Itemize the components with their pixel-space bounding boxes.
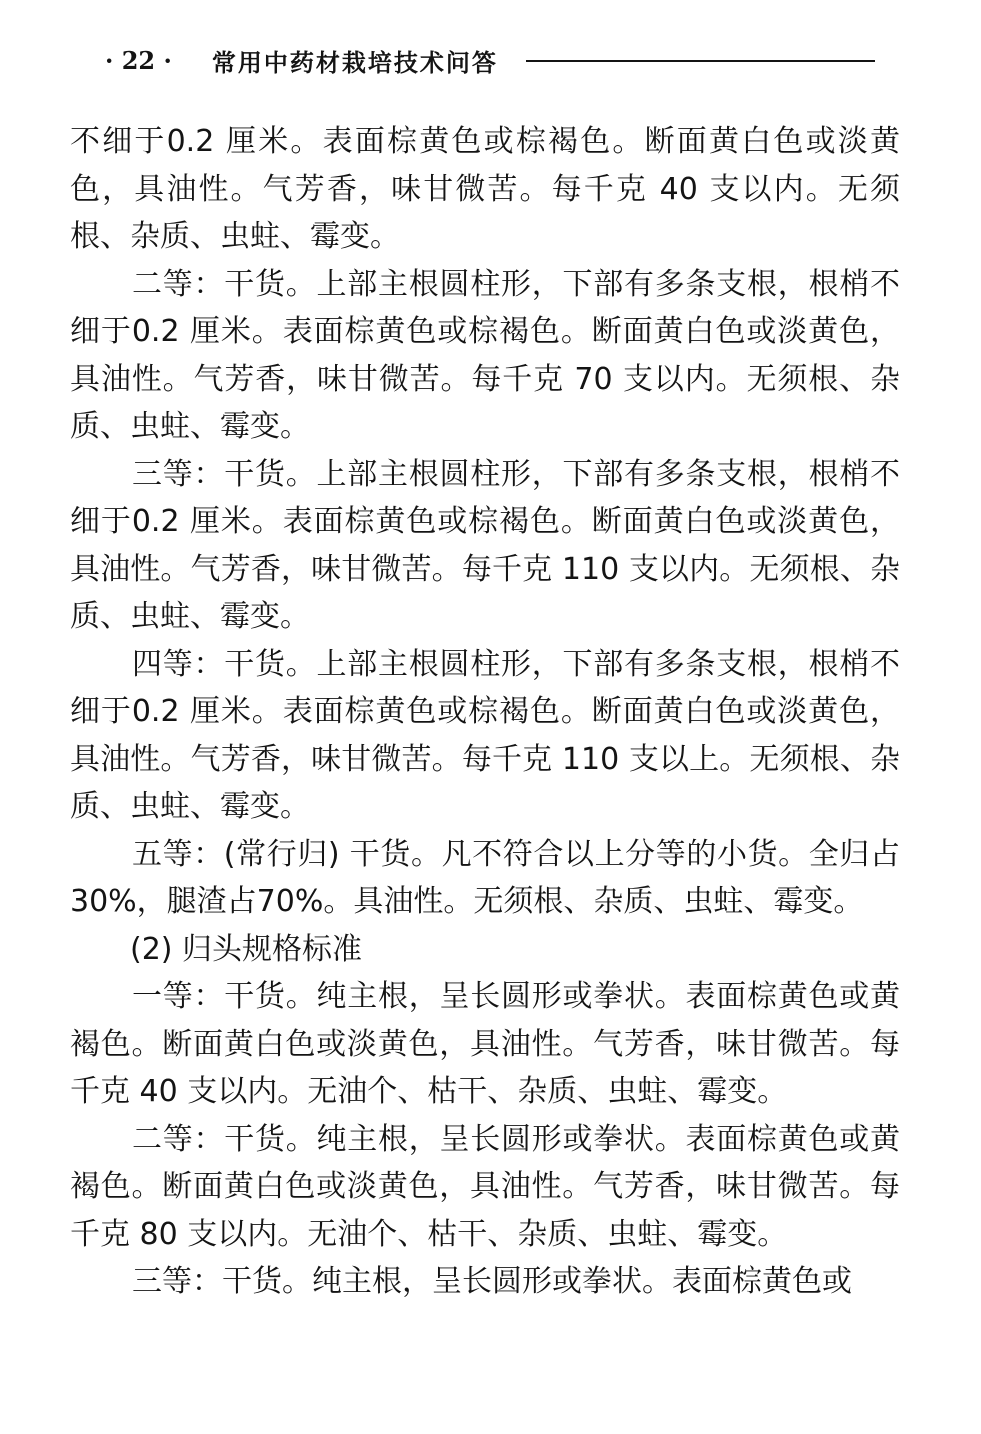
paragraph-head-grade-1: 一等：干货。纯主根，呈长圆形或拳状。表面棕黄色或黄褐色。断面黄白色或淡黄色，具油性。气芳香，味甘微苦。每千克 40 支以内。无油个、枯干、杂质、虫蛀、霉变。 — [70, 979, 900, 1109]
paragraph-grade-4: 四等：干货。上部主根圆柱形，下部有多条支根，根梢不细于0.2 厘米。表面棕黄色或棕褐色。断面黄白色或淡黄色，具油性。气芳香，味甘微苦。每千克 110 支以上。无须根、杂质、虫蛀、霉变。 — [70, 646, 900, 824]
running-title: 常用中药材栽培技术问答 — [211, 47, 498, 77]
paragraph-head-grade-3: 三等：干货。纯主根，呈长圆形或拳状。表面棕黄色或 — [132, 1264, 852, 1299]
body-text — [70, 118, 900, 1306]
paragraph-head-grade-2: 二等：干货。纯主根，呈长圆形或拳状。表面棕黄色或黄褐色。断面黄白色或淡黄色，具油性。气芳香，味甘微苦。每千克 80 支以内。无油个、枯干、杂质、虫蛀、霉变。 — [70, 1121, 900, 1252]
paragraph-0: 不细于0.2 厘米。表面棕黄色或棕褐色。断面黄白色或淡黄色，具油性。气芳香，味甘微苦。每千克 40 支以内。无须根、杂质、虫蛀、霉变。 — [70, 124, 900, 254]
paragraph-grade-5: 五等：(常行归) 干货。凡不符合以上分等的小货。全归占30%，腿渣占70%。具油性。无须根、杂质、虫蛀、霉变。 — [70, 836, 900, 919]
paragraph-grade-2: 二等：干货。上部主根圆柱形，下部有多条支根，根梢不细于0.2 厘米。表面棕黄色或棕褐色。断面黄白色或淡黄色，具油性。气芳香，味甘微苦。每千克 70 支以内。无须根、杂质、虫蛀、霉变。 — [70, 266, 900, 444]
section-heading: (2) 归头规格标准 — [130, 931, 363, 967]
header-rule — [526, 60, 875, 62]
paragraph-grade-3: 三等：干货。上部主根圆柱形，下部有多条支根，根梢不细于0.2 厘米。表面棕黄色或棕褐色。断面黄白色或淡黄色，具油性。气芳香，味甘微苦。每千克 110 支以内。无须根、杂质、虫蛀、霉变。 — [70, 456, 900, 634]
page-number: · 22 · — [105, 45, 172, 75]
page-header — [105, 40, 875, 80]
